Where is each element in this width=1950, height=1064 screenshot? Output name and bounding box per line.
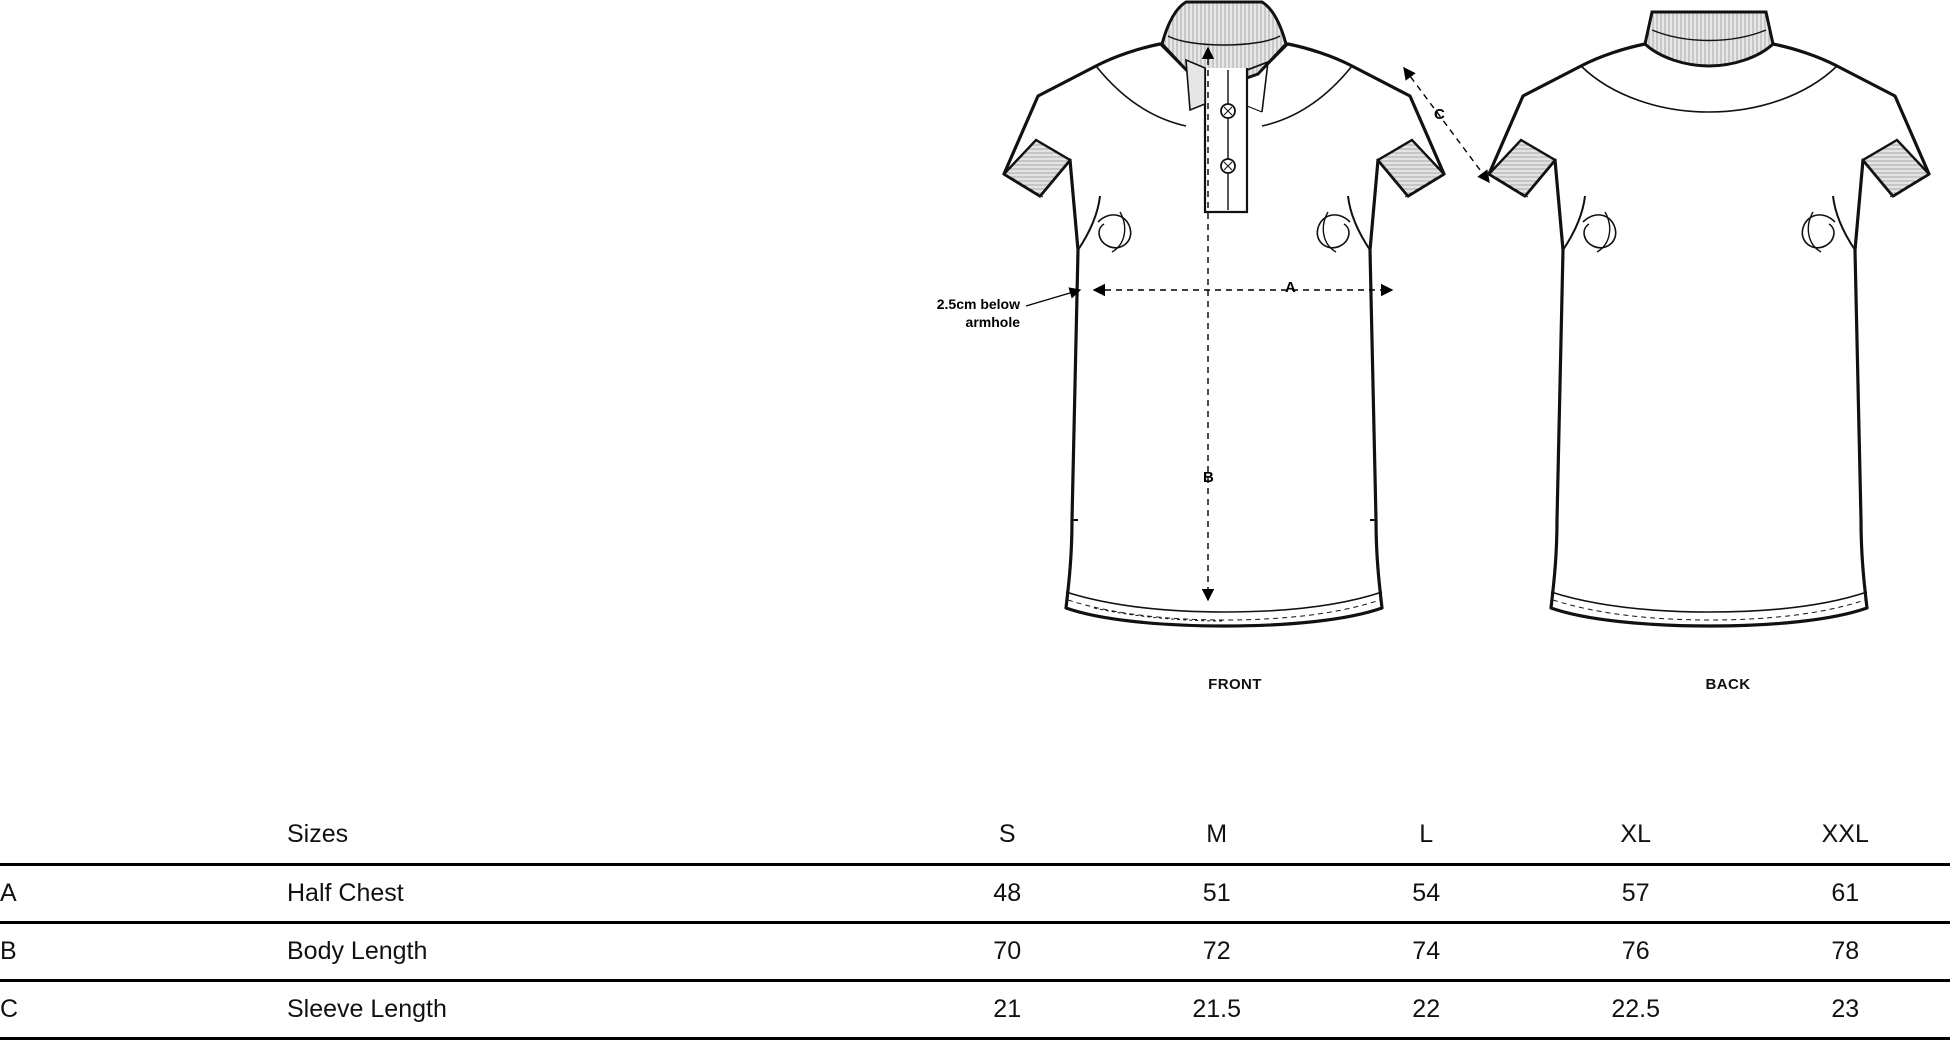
row-a-value-m: 51 xyxy=(1202,878,1231,907)
table-row xyxy=(0,864,1950,922)
dimension-label-c: C xyxy=(1434,106,1445,123)
back-view-caption: BACK xyxy=(1705,676,1751,693)
dimension-label-a: A xyxy=(1285,279,1296,296)
row-b-value-m: 72 xyxy=(1202,936,1231,965)
table-row xyxy=(0,980,1950,1038)
row-b-value-l: 74 xyxy=(1412,936,1441,965)
row-c-value-l: 22 xyxy=(1412,994,1441,1023)
row-c-value-m: 21.5 xyxy=(1192,994,1242,1023)
callout-leader-line xyxy=(1026,290,1080,306)
table-body xyxy=(0,864,1950,1038)
row-b-value-xxl: 78 xyxy=(1831,936,1860,965)
row-name-a: Half Chest xyxy=(287,878,404,907)
back-view xyxy=(1489,12,1929,626)
row-a-value-l: 54 xyxy=(1412,878,1441,907)
table-header xyxy=(0,806,1950,864)
row-c-value-xxl: 23 xyxy=(1831,994,1860,1023)
header-code xyxy=(0,806,141,864)
header-size-xxl: XXL xyxy=(1821,819,1869,848)
row-c-value-s: 21 xyxy=(993,994,1022,1023)
row-name-c: Sleeve Length xyxy=(287,994,447,1023)
header-size-s: S xyxy=(998,819,1016,848)
header-size-xl: XL xyxy=(1620,819,1651,848)
row-code-a: A xyxy=(0,878,17,907)
row-a-value-xxl: 61 xyxy=(1831,878,1860,907)
header-sizes-label: Sizes xyxy=(287,819,349,848)
dimension-label-b: B xyxy=(1203,469,1214,486)
front-view xyxy=(1004,2,1489,626)
table-row xyxy=(0,922,1950,980)
row-code-b: B xyxy=(0,936,17,965)
row-b-value-xl: 76 xyxy=(1621,936,1650,965)
header-size-l: L xyxy=(1419,819,1434,848)
armhole-callout-label: 2.5cm below armhole xyxy=(936,296,1020,330)
row-c-value-xl: 22.5 xyxy=(1611,994,1661,1023)
row-a-value-s: 48 xyxy=(993,878,1022,907)
size-chart-table xyxy=(0,806,1950,1040)
row-a-value-xl: 57 xyxy=(1621,878,1650,907)
row-name-b: Body Length xyxy=(287,936,428,965)
header-size-m: M xyxy=(1206,819,1228,848)
row-code-c: C xyxy=(0,994,19,1023)
table-header-row xyxy=(0,806,1950,864)
row-b-value-s: 70 xyxy=(993,936,1022,965)
front-view-caption: FRONT xyxy=(1208,676,1262,693)
